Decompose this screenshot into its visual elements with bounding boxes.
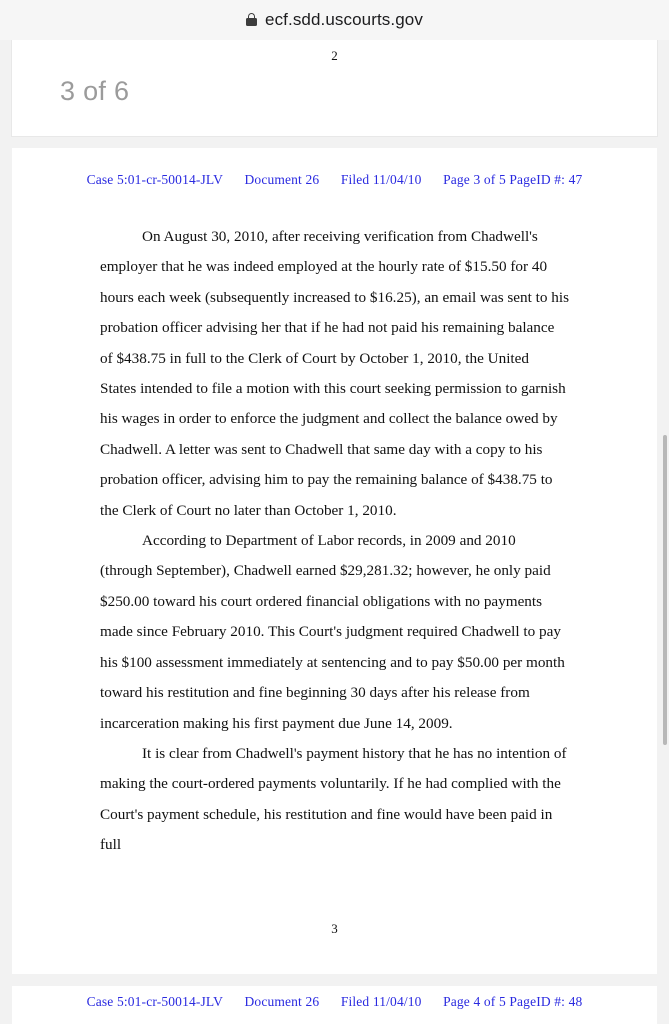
document-body (12, 188, 657, 861)
ecf-document-number: Document 26 (244, 172, 320, 187)
next-document-page (12, 986, 657, 1024)
paragraph: According to Department of Labor records, in 2009 and 2010 (through September), Chadwell earned $29,281.32; however, he only paid $250.00 toward his court ordered financial obligations with no payments made since February 2010. This Court's judgment required Chadwell to pay his $100 assessment immediately at sentencing and to pay $50.00 per month toward his restitution and fine beginning 30 days after his release from incarceration making his first payment due June 14, 2009. (100, 532, 565, 732)
ecf-filed-date: Filed 11/04/10 (340, 172, 422, 187)
document-page (12, 148, 657, 974)
ecf-document-number-next: Document 26 (244, 994, 320, 1009)
ecf-stamp-header-next (12, 986, 657, 1010)
ecf-page-id: Page 3 of 5 PageID #: 47 (443, 172, 583, 187)
vertical-scrollbar[interactable] (663, 435, 667, 745)
document-page-number: 3 (331, 920, 338, 936)
previous-page-number: 2 (331, 48, 338, 63)
lock-icon (246, 13, 257, 27)
pdf-viewer[interactable] (0, 40, 669, 1024)
browser-address-bar[interactable] (0, 0, 669, 41)
page-indicator: 3 of 6 (60, 76, 130, 106)
url-container[interactable] (246, 10, 423, 30)
ecf-page-id-next: Page 4 of 5 PageID #: 48 (443, 994, 583, 1009)
page-gap-2 (0, 974, 669, 986)
ecf-stamp-header (12, 148, 657, 188)
ecf-filed-date-next: Filed 11/04/10 (340, 994, 422, 1009)
paragraph: It is clear from Chadwell's payment history that he has no intention of making the court-ordered payments voluntarily. If he had complied with the Court's payment schedule, his restitution and fine would have been paid in full (100, 744, 567, 854)
url-text: ecf.sdd.uscourts.gov (265, 10, 423, 29)
ecf-case-number-next: Case 5:01-cr-50014-JLV (86, 994, 223, 1009)
page-gap (0, 136, 669, 148)
ecf-case-number: Case 5:01-cr-50014-JLV (86, 172, 223, 187)
previous-page-sheet (12, 40, 657, 136)
paragraph: On August 30, 2010, after receiving verification from Chadwell's employer that he was indeed employed at the hourly rate of $15.50 for 40 hours each week (subsequently increased to $16.25), an email was sent to his probation officer advising her that if he had not paid his remaining balance of $438.75 in full to the Clerk of Court by October 1, 2010, the United States intended to file a motion with this court seeking permission to garnish his wages in order to enforce the judgment and collect the balance owed by Chadwell. A letter was sent to Chadwell that same day with a copy to his probation officer, advising him to pay the remaining balance of $438.75 to the Clerk of Court no later than October 1, 2010. (100, 228, 569, 519)
